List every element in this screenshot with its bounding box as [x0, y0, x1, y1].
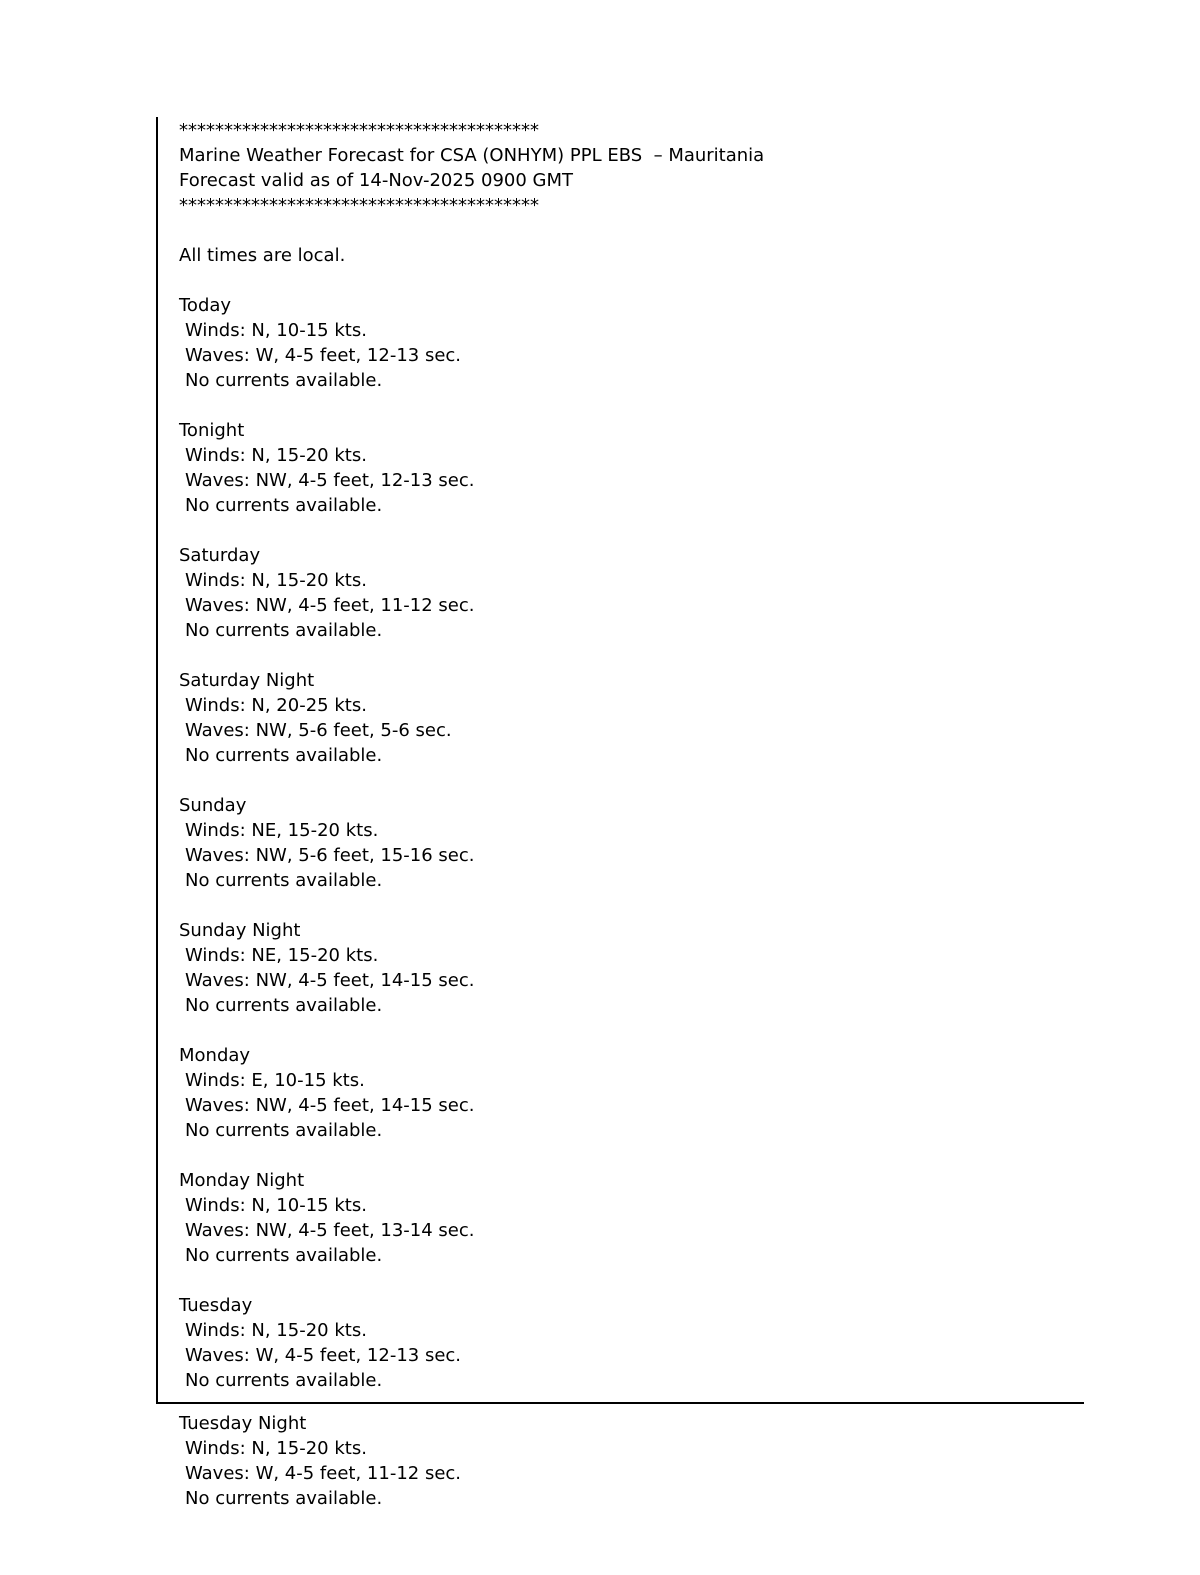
period-label: Tuesday — [179, 1295, 253, 1316]
currents-line: No currents available. — [185, 870, 383, 891]
waves-line: Waves: NW, 5-6 feet, 5-6 sec. — [185, 720, 452, 741]
waves-line: Waves: NW, 4-5 feet, 14-15 sec. — [185, 1095, 475, 1116]
blank-line — [179, 268, 1084, 293]
blank-line — [179, 218, 1084, 243]
currents-line: No currents available. — [185, 1120, 383, 1141]
winds-line: Winds: N, 15-20 kts. — [185, 445, 367, 466]
forecast-section-tuesday — [179, 1293, 1084, 1393]
period-label: Monday Night — [179, 1170, 305, 1191]
period-label: Sunday Night — [179, 920, 301, 941]
currents-line: No currents available. — [185, 620, 383, 641]
times-note: All times are local. — [179, 245, 346, 266]
currents-line: No currents available. — [185, 1245, 383, 1266]
waves-line: Waves: W, 4-5 feet, 12-13 sec. — [185, 1345, 462, 1366]
forecast-section-monday-night — [179, 1168, 1084, 1268]
period-label: Today — [179, 295, 232, 316]
forecast-section-tuesday-night — [179, 1411, 461, 1511]
blank-line — [179, 1143, 1084, 1168]
winds-line: Winds: E, 10-15 kts. — [185, 1070, 365, 1091]
period-label: Monday — [179, 1045, 251, 1066]
forecast-overflow — [179, 1411, 461, 1511]
forecast-section-saturday — [179, 543, 1084, 643]
period-label: Saturday Night — [179, 670, 315, 691]
waves-line: Waves: NW, 4-5 feet, 13-14 sec. — [185, 1220, 475, 1241]
winds-line: Winds: N, 15-20 kts. — [185, 1320, 367, 1341]
forecast-section-saturday-night — [179, 668, 1084, 768]
blank-line — [179, 1268, 1084, 1293]
period-label: Tuesday Night — [179, 1413, 307, 1434]
waves-line: Waves: W, 4-5 feet, 11-12 sec. — [185, 1463, 462, 1484]
blank-line — [179, 518, 1084, 543]
forecast-section-sunday-night — [179, 918, 1084, 1018]
currents-line: No currents available. — [185, 370, 383, 391]
blank-line — [179, 1018, 1084, 1043]
period-label: Saturday — [179, 545, 261, 566]
waves-line: Waves: NW, 4-5 feet, 12-13 sec. — [185, 470, 475, 491]
waves-line: Waves: NW, 5-6 feet, 15-16 sec. — [185, 845, 475, 866]
period-label: Sunday — [179, 795, 247, 816]
separator-bottom: **************************************** — [179, 195, 539, 216]
currents-line: No currents available. — [185, 745, 383, 766]
blank-line — [179, 768, 1084, 793]
period-label: Tonight — [179, 420, 245, 441]
winds-line: Winds: N, 10-15 kts. — [185, 1195, 367, 1216]
blank-line — [179, 393, 1084, 418]
separator-top: **************************************** — [179, 120, 539, 141]
blank-line — [179, 643, 1084, 668]
doc-title: Marine Weather Forecast for CSA (ONHYM) PPL EBS – Mauritania — [179, 145, 765, 166]
forecast-box — [156, 117, 1084, 1404]
winds-line: Winds: NE, 15-20 kts. — [185, 820, 379, 841]
currents-line: No currents available. — [185, 495, 383, 516]
currents-line: No currents available. — [185, 1488, 383, 1509]
waves-line: Waves: NW, 4-5 feet, 14-15 sec. — [185, 970, 475, 991]
winds-line: Winds: N, 10-15 kts. — [185, 320, 367, 341]
waves-line: Waves: NW, 4-5 feet, 11-12 sec. — [185, 595, 475, 616]
doc-validity: Forecast valid as of 14-Nov-2025 0900 GMT — [179, 170, 573, 191]
winds-line: Winds: N, 15-20 kts. — [185, 570, 367, 591]
blank-line — [179, 893, 1084, 918]
currents-line: No currents available. — [185, 995, 383, 1016]
forecast-section-tonight — [179, 418, 1084, 518]
forecast-section-sunday — [179, 793, 1084, 893]
winds-line: Winds: N, 20-25 kts. — [185, 695, 367, 716]
forecast-section-today — [179, 293, 1084, 393]
waves-line: Waves: W, 4-5 feet, 12-13 sec. — [185, 345, 462, 366]
winds-line: Winds: NE, 15-20 kts. — [185, 945, 379, 966]
currents-line: No currents available. — [185, 1370, 383, 1391]
forecast-section-monday — [179, 1043, 1084, 1143]
winds-line: Winds: N, 15-20 kts. — [185, 1438, 367, 1459]
